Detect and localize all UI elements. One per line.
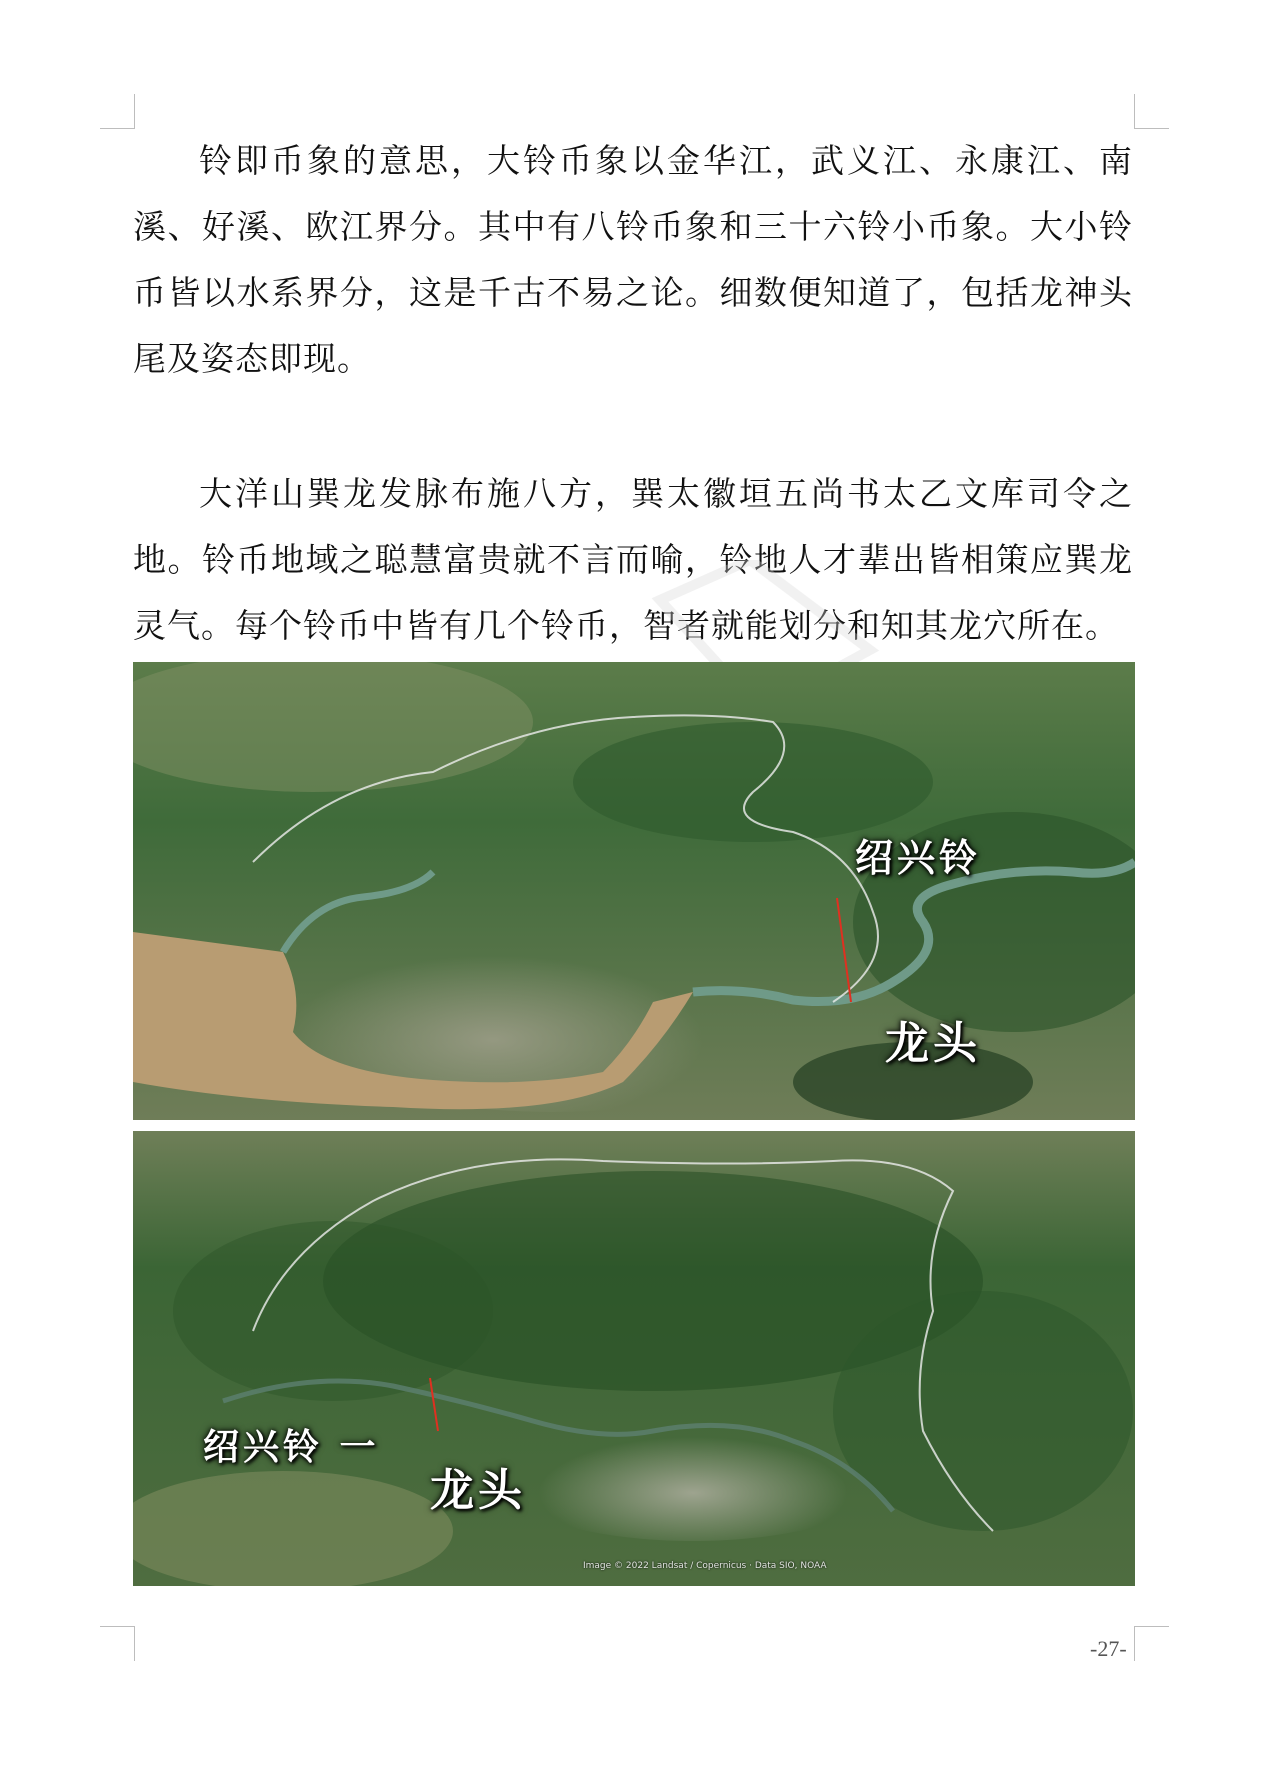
map2-credit: Image © 2022 Landsat / Copernicus · Data SIO, NOAA xyxy=(583,1561,827,1571)
crop-mark-bottom-right xyxy=(1134,1626,1169,1661)
satellite-map-2 xyxy=(133,1131,1135,1586)
crop-mark-bottom-left xyxy=(100,1626,135,1661)
map2-head-label: 龙头 xyxy=(430,1465,526,1516)
crop-mark-top-left xyxy=(100,94,135,129)
map1-region-label: 绍兴铃 xyxy=(855,835,982,880)
crop-mark-top-right xyxy=(1134,94,1169,129)
page-number: -27- xyxy=(1090,1636,1127,1661)
paragraph-2: 大洋山巽龙发脉布施八方，巽太徽垣五尚书太乙文库司令之地。铃币地域之聪慧富贵就不言而喻，铃地人才辈出皆相策应巽龙灵气。每个铃币中皆有几个铃币，智者就能划分和知其龙穴所在。 xyxy=(133,474,1133,645)
map2-region-label: 绍兴铃 一 xyxy=(203,1426,380,1468)
paragraph-1: 铃即币象的意思，大铃币象以金华江，武义江、永康江、南溪、好溪、欧江界分。其中有八铃币象和三十六铃小币象。大小铃币皆以水系界分，这是千古不易之论。细数便知道了，包括龙神头尾及姿态即现。 xyxy=(133,141,1133,378)
satellite-image-1 xyxy=(133,662,1135,1120)
satellite-map-1 xyxy=(133,662,1135,1120)
satellite-image-2 xyxy=(133,1131,1135,1586)
map1-head-label: 龙头 xyxy=(885,1018,981,1069)
